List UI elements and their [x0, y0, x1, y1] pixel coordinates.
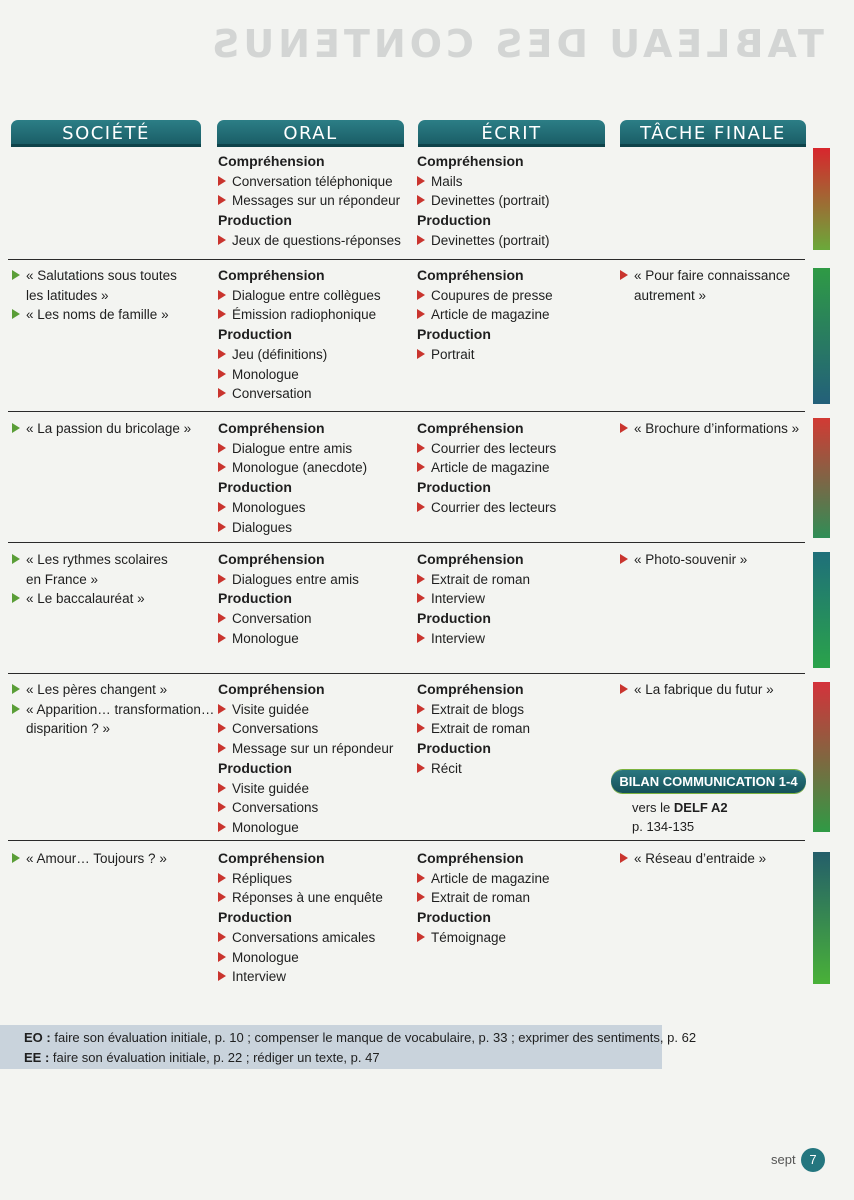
list-item [417, 589, 530, 609]
list-item-text: Témoignage [431, 929, 507, 945]
list-item-text: Extrait de roman [431, 890, 531, 906]
footer-eo-line [24, 1030, 696, 1045]
list-item-text: Extrait de blogs [431, 701, 525, 717]
list-item-continuation [620, 286, 790, 306]
bullet-arrow-icon [218, 971, 226, 981]
list-item-text: « La fabrique du futur » [634, 682, 774, 697]
list-item [417, 439, 556, 459]
bullet-arrow-icon [417, 633, 425, 643]
section-heading: Compréhension [417, 420, 524, 436]
bullet-arrow-icon [218, 932, 226, 942]
footer-eo-text: faire son évaluation initiale, p. 10 ; compenser le manque de vocabulaire, p. 33 ; exprimer des sentiments, p. 62 [50, 1030, 697, 1045]
bullet-arrow-icon [417, 195, 425, 205]
list-item [620, 266, 790, 286]
list-item-text: « Réseau d’entraide » [634, 851, 767, 866]
bullet-arrow-icon [620, 853, 628, 863]
bullet-arrow-icon [417, 574, 425, 584]
bullet-arrow-icon [12, 309, 20, 319]
header-ecrit: ÉCRIT [418, 120, 605, 147]
list-item-text: Monologue [232, 819, 299, 835]
bullet-arrow-icon [218, 822, 226, 832]
section-heading: Compréhension [218, 850, 325, 866]
bullet-arrow-icon [12, 684, 20, 694]
list-item [218, 798, 393, 818]
header-societe: SOCIÉTÉ [11, 120, 201, 147]
list-item-text: « Les rythmes scolaires [26, 552, 168, 567]
row-divider [8, 542, 805, 543]
list-item-text: Visite guidée [232, 780, 310, 796]
bullet-arrow-icon [417, 176, 425, 186]
list-item [218, 365, 381, 385]
row-divider [8, 673, 805, 674]
list-item [218, 570, 359, 590]
bullet-arrow-icon [218, 783, 226, 793]
list-item-text: « Les noms de famille » [26, 307, 169, 323]
list-item-text: Messages sur un répondeur [232, 193, 401, 209]
section-heading: Production [417, 326, 491, 343]
list-item-text: Conversations [232, 721, 319, 737]
footer-ee-line [24, 1050, 380, 1065]
list-item-text: disparition ? » [26, 721, 111, 737]
section-heading: Production [417, 479, 491, 496]
list-item-text: Article de magazine [431, 307, 550, 323]
bullet-arrow-icon [218, 723, 226, 733]
bullet-arrow-icon [417, 763, 425, 773]
bullet-arrow-icon [218, 195, 226, 205]
row-divider [8, 259, 805, 260]
row-divider [8, 840, 805, 841]
cell-societe [12, 680, 214, 739]
list-item-text: autrement » [634, 287, 707, 303]
list-item-text: « Salutations sous toutes [26, 268, 177, 283]
unit-tab-3 [813, 418, 830, 538]
cell-societe [12, 849, 167, 869]
list-item [417, 629, 530, 649]
list-item [218, 384, 381, 404]
list-item [218, 629, 359, 649]
list-item-text: en France » [26, 571, 99, 587]
bullet-arrow-icon [417, 349, 425, 359]
list-item [417, 172, 550, 192]
bullet-arrow-icon [12, 270, 20, 280]
bullet-arrow-icon [218, 290, 226, 300]
section-heading: Production [218, 909, 292, 926]
list-item-text: Monologue [232, 366, 299, 382]
row-divider [8, 411, 805, 412]
cell-ecrit [417, 680, 530, 779]
list-item-text: Récit [431, 760, 462, 776]
bilan-badge: BILAN COMMUNICATION 1-4 [611, 770, 806, 793]
list-item-text: Courrier des lecteurs [431, 499, 557, 515]
bullet-arrow-icon [218, 892, 226, 902]
unit-tab-1 [813, 148, 830, 250]
list-item [417, 458, 556, 478]
unit-tab-2 [813, 268, 830, 404]
list-item [218, 458, 367, 478]
list-item [218, 779, 393, 799]
list-item-text: Monologue (anecdote) [232, 460, 368, 476]
list-item-text: « Photo-souvenir » [634, 552, 748, 567]
section-heading: Compréhension [417, 551, 524, 567]
list-item [620, 550, 747, 570]
list-item [218, 191, 401, 211]
list-item [12, 849, 167, 869]
bullet-arrow-icon [417, 723, 425, 733]
list-item [417, 759, 530, 779]
bilan-delf: DELF A2 [673, 800, 728, 815]
list-item [12, 680, 214, 700]
list-item-text: Portrait [431, 346, 475, 362]
bullet-arrow-icon [417, 704, 425, 714]
header-tache-finale: TÂCHE FINALE [620, 120, 806, 147]
cell-oral [218, 550, 359, 649]
list-item-text: Conversation [232, 611, 312, 627]
cell-oral [218, 680, 393, 838]
cell-societe [12, 266, 177, 325]
cell-ecrit [417, 550, 530, 649]
list-item [620, 849, 766, 869]
list-item [417, 191, 550, 211]
list-item [218, 869, 383, 889]
list-item [417, 570, 530, 590]
section-heading: Compréhension [417, 850, 524, 866]
list-item [417, 869, 550, 889]
section-heading: Production [218, 479, 292, 496]
page-number: 7 [801, 1148, 825, 1172]
list-item-text: « Les pères changent » [26, 682, 168, 697]
list-item [12, 419, 191, 439]
list-item-text: Visite guidée [232, 701, 310, 717]
strategies-box [0, 1025, 697, 1069]
header-oral: ORAL [217, 120, 404, 147]
list-item [218, 719, 393, 739]
list-item [417, 719, 530, 739]
list-item [417, 231, 550, 251]
bullet-arrow-icon [218, 462, 226, 472]
list-item-continuation [12, 719, 214, 739]
list-item [218, 967, 383, 987]
cell-oral [218, 849, 383, 987]
bilan-prefix: vers le [632, 800, 674, 815]
bullet-arrow-icon [218, 388, 226, 398]
cell-tache [620, 266, 790, 305]
list-item [218, 739, 393, 759]
list-item [620, 419, 799, 439]
bullet-arrow-icon [417, 309, 425, 319]
list-item [218, 172, 401, 192]
section-heading: Production [417, 212, 491, 229]
bullet-arrow-icon [620, 270, 628, 280]
list-item-text: Coupures de presse [431, 287, 553, 303]
list-item-text: Dialogue entre amis [232, 440, 353, 456]
bullet-arrow-icon [218, 873, 226, 883]
list-item-text: « La passion du bricolage » [26, 421, 192, 436]
list-item [417, 498, 556, 518]
list-item [417, 888, 550, 908]
footer-ee-label: EE : [24, 1050, 50, 1065]
list-item-text: Conversations [232, 800, 319, 816]
page-title-mirrored: TABLEAU DES CONTENUS [208, 22, 824, 66]
section-heading: Production [218, 759, 292, 776]
bullet-arrow-icon [218, 235, 226, 245]
list-item-text: Monologue [232, 630, 299, 646]
list-item-text: Courrier des lecteurs [431, 440, 557, 456]
list-item-text: Article de magazine [431, 460, 550, 476]
list-item-text: les latitudes » [26, 287, 109, 303]
bullet-arrow-icon [218, 443, 226, 453]
list-item-text: « Apparition… transformation… [26, 701, 215, 717]
cell-ecrit [417, 152, 550, 251]
cell-societe [12, 550, 168, 609]
bullet-arrow-icon [620, 684, 628, 694]
bullet-arrow-icon [12, 704, 20, 714]
list-item [218, 518, 367, 538]
list-item [218, 609, 359, 629]
unit-tab-4 [813, 552, 830, 668]
list-item [417, 928, 550, 948]
bilan-reference [632, 798, 728, 836]
section-heading: Compréhension [218, 153, 325, 169]
section-heading: Compréhension [218, 551, 325, 567]
footer-ee-text: faire son évaluation initiale, p. 22 ; rédiger un texte, p. 47 [49, 1050, 380, 1065]
list-item [417, 286, 553, 306]
section-heading: Compréhension [218, 267, 325, 283]
list-item-text: Réponses à une enquête [232, 890, 383, 906]
list-item [12, 550, 168, 570]
bullet-arrow-icon [417, 443, 425, 453]
list-item [12, 589, 168, 609]
bullet-arrow-icon [12, 554, 20, 564]
cell-tache [620, 419, 799, 439]
list-item [12, 305, 177, 325]
unit-tab-6 [813, 852, 830, 984]
bullet-arrow-icon [218, 802, 226, 812]
list-item-text: Extrait de roman [431, 571, 531, 587]
cell-tache [620, 680, 774, 700]
section-heading: Compréhension [417, 153, 524, 169]
bullet-arrow-icon [218, 522, 226, 532]
bullet-arrow-icon [218, 309, 226, 319]
footer-eo-label: EO : [24, 1030, 51, 1045]
list-item [218, 439, 367, 459]
list-item [417, 305, 553, 325]
list-item [620, 680, 774, 700]
cell-oral [218, 419, 367, 537]
cell-ecrit [417, 419, 556, 518]
cell-tache [620, 550, 747, 570]
bullet-arrow-icon [12, 593, 20, 603]
list-item-text: Répliques [232, 870, 293, 886]
list-item [417, 700, 530, 720]
list-item [218, 928, 383, 948]
bullet-arrow-icon [417, 290, 425, 300]
bilan-pages: p. 134-135 [632, 819, 695, 834]
list-item [12, 700, 214, 720]
list-item [417, 345, 553, 365]
bullet-arrow-icon [218, 704, 226, 714]
section-heading: Production [417, 909, 491, 926]
list-item-text: « Amour… Toujours ? » [26, 851, 167, 866]
bullet-arrow-icon [218, 349, 226, 359]
list-item-text: Émission radiophonique [232, 307, 377, 323]
page-label: sept [771, 1152, 796, 1167]
list-item-text: Conversation [232, 386, 312, 402]
list-item-text: « Le baccalauréat » [26, 591, 145, 607]
section-heading: Compréhension [218, 681, 325, 697]
list-item-text: Jeux de questions-réponses [232, 232, 401, 248]
list-item-text: Interview [431, 630, 486, 646]
bullet-arrow-icon [417, 892, 425, 902]
list-item-text: Message sur un répondeur [232, 741, 394, 757]
list-item [218, 286, 381, 306]
list-item [218, 498, 367, 518]
cell-oral [218, 152, 401, 251]
list-item-continuation [12, 570, 168, 590]
section-heading: Compréhension [417, 267, 524, 283]
section-heading: Production [417, 610, 491, 627]
bullet-arrow-icon [218, 574, 226, 584]
list-item-text: Dialogues entre amis [232, 571, 359, 587]
bullet-arrow-icon [417, 932, 425, 942]
list-item-text: « Pour faire connaissance [634, 268, 791, 283]
section-heading: Production [218, 326, 292, 343]
cell-societe [12, 419, 191, 439]
section-heading: Compréhension [218, 420, 325, 436]
list-item-text: Article de magazine [431, 870, 550, 886]
list-item [218, 818, 393, 838]
list-item [218, 345, 381, 365]
section-heading: Production [417, 740, 491, 757]
list-item [12, 266, 177, 286]
list-item-text: Interview [431, 591, 486, 607]
list-item-continuation [12, 286, 177, 306]
unit-tab-5 [813, 682, 830, 832]
cell-ecrit [417, 849, 550, 948]
bullet-arrow-icon [218, 613, 226, 623]
list-item-text: Extrait de roman [431, 721, 531, 737]
bullet-arrow-icon [417, 873, 425, 883]
list-item [218, 305, 381, 325]
cell-ecrit [417, 266, 553, 365]
bullet-arrow-icon [620, 554, 628, 564]
bullet-arrow-icon [218, 743, 226, 753]
bullet-arrow-icon [218, 369, 226, 379]
list-item-text: Dialogues [232, 519, 293, 535]
list-item-text: Jeu (définitions) [232, 346, 328, 362]
bullet-arrow-icon [417, 235, 425, 245]
list-item [218, 231, 401, 251]
bullet-arrow-icon [12, 423, 20, 433]
list-item [218, 888, 383, 908]
section-heading: Compréhension [417, 681, 524, 697]
list-item-text: Interview [232, 969, 287, 985]
bullet-arrow-icon [417, 462, 425, 472]
list-item [218, 700, 393, 720]
list-item-text: Monologues [232, 499, 306, 515]
list-item-text: Dialogue entre collègues [232, 287, 381, 303]
section-heading: Production [218, 590, 292, 607]
list-item-text: Devinettes (portrait) [431, 193, 550, 209]
bullet-arrow-icon [218, 952, 226, 962]
bullet-arrow-icon [218, 502, 226, 512]
bullet-arrow-icon [620, 423, 628, 433]
list-item [218, 948, 383, 968]
bullet-arrow-icon [417, 502, 425, 512]
cell-oral [218, 266, 381, 404]
list-item-text: « Brochure d’informations » [634, 421, 800, 436]
list-item-text: Mails [431, 173, 463, 189]
list-item-text: Conversation téléphonique [232, 173, 393, 189]
section-heading: Production [218, 212, 292, 229]
bullet-arrow-icon [218, 176, 226, 186]
bullet-arrow-icon [12, 853, 20, 863]
bullet-arrow-icon [218, 633, 226, 643]
list-item-text: Monologue [232, 949, 299, 965]
list-item-text: Conversations amicales [232, 929, 376, 945]
bullet-arrow-icon [417, 593, 425, 603]
cell-tache [620, 849, 766, 869]
list-item-text: Devinettes (portrait) [431, 232, 550, 248]
